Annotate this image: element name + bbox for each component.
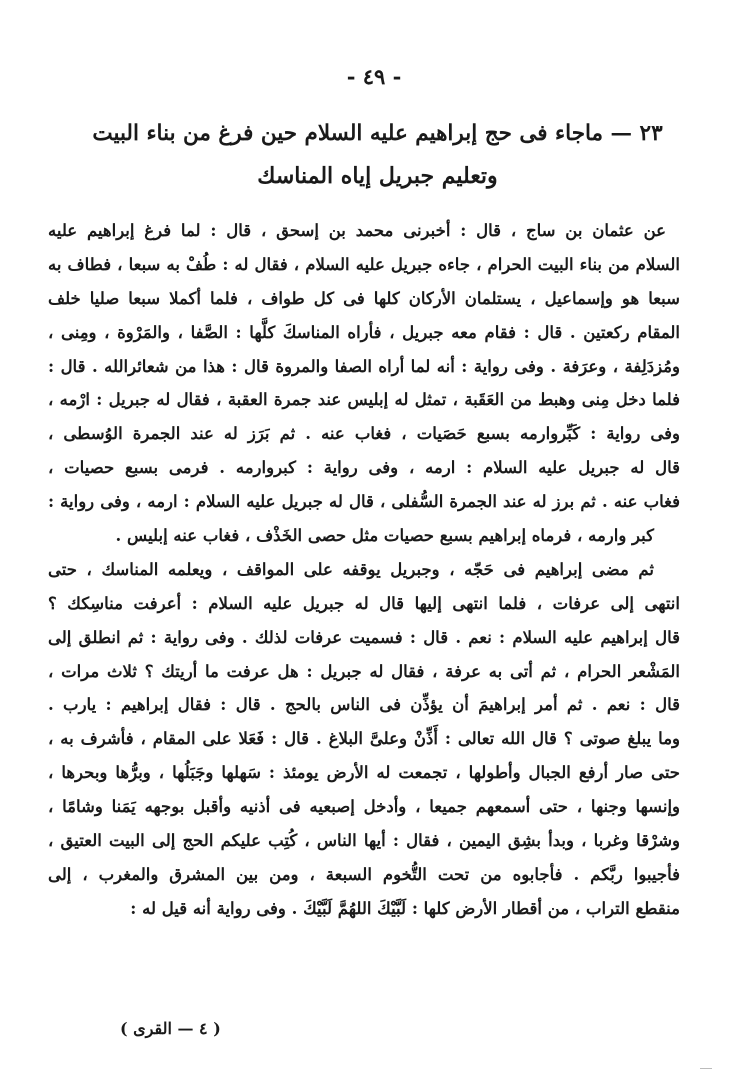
page-number: - ٤٩ - (346, 64, 402, 89)
chapter-title: ٢٣ — ماجاء فى حج إبراهيم عليه السلام حين فرغ من بناء البيت (92, 121, 663, 146)
text-line: عن عثمان بن ساج ، قال : أخبرنى محمد بن إسحق ، قال : لما فرغ إبراهيم عليه (48, 221, 666, 240)
text-line: انتهى إلى عرفات ، فلما انتهى إليها قال له جبريل عليه السلام : أعرفت مناسِكك ؟ (48, 593, 680, 613)
text-line: فغاب عنه . ثم برز له عند الجمرة السُّفلى ، قال له جبريل عليه السلام : ارمه ، وفى رواية : (48, 492, 680, 512)
text-line: فلما دخل مِنى وهبط من العَقَبة ، تمثل له إبليس عند جمرة العقبة ، فقال له جبريل : ارْمه ، (48, 390, 680, 410)
body-text (48, 214, 680, 926)
text-line: قال : نعم . ثم أمر إبراهيمَ أن يؤذِّن فى الناس بالحج . قال : فقال إبراهيم : يارب . (48, 695, 680, 715)
text-line: حتى صار أرفع الجبال وأطولها ، تجمعت له الأرض يومئذ : سَهلها وجَبَلُها ، وبرُّها وبحرها ، (48, 763, 680, 783)
text-line: كبر وارمه ، فرماه إبراهيم بسبع حصيات مثل حصى الخَذْف ، فغاب عنه إبليس . (115, 526, 654, 546)
text-line: وإنسها وجنها ، حتى أسمعهم جميعا ، وأدخل إصبعيه فى أذنيه وأقبل بوجهه يَمَنا وشامًا ، (48, 797, 680, 817)
text-line: المقام ركعتين . قال : فقام معه جبريل ، فأراه المناسكَ كلَّها : الصَّفا ، والمَرْوة ، ومِنى ، (48, 322, 680, 342)
chapter-subtitle: وتعليم جبريل إياه المناسك (257, 163, 498, 189)
text-line: ومُزدَلِفة ، وعرَفة . وفى رواية : أنه لما أراه الصفا والمروة قال : هذا من شعائرالله . قال : (48, 356, 680, 376)
text-line: السلام من بناء البيت الحرام ، جاءه جبريل عليه السلام ، فقال له : طُفْ به سبعا ، فطاف به (48, 254, 680, 274)
text-line: فأجيبوا ربَّكم . فأجابوه من تحت التُّخوم السبعة ، ومن بين المشرق والمغرب ، إلى (48, 864, 680, 884)
text-line: قال إبراهيم عليه السلام : نعم . قال : فسميت عرفات لذلك . وفى رواية : ثم انطلق إلى (48, 627, 680, 647)
text-line: وما يبلغ صوتى ؟ قال الله تعالى : أَذِّنْ وعلىَّ البلاغ . قال : فَعَلا على المقام ، فأشرف به ، (48, 729, 680, 749)
text-line: منقطع التراب ، من أقطار الأرض كلها : لَبَّيْكَ اللهُمَّ لَبَّيْكَ . وفى رواية أنه قيل له : (130, 898, 680, 918)
chapter-heading (90, 112, 665, 196)
footer-signature: ( ٤ — القرى ) (120, 1019, 221, 1038)
text-line: وشرْقا وغربا ، وبدأ بشِق اليمين ، فقال : أيها الناس ، كُتِب عليكم الحج إلى البيت العتيق ، (48, 831, 680, 851)
text-line: وفى رواية : كَبِّروارمه بسبع حَصَيات ، فغاب عنه . ثم بَرَز له عند الجمرة الوُسطى ، (48, 424, 680, 444)
text-line: المَشْعر الحرام ، ثم أتى به عرفة ، فقال له جبريل : هل عرفت ما أريتك ؟ ثلاث مرات ، (48, 661, 680, 681)
text-line: سبعا هو وإسماعيل ، يستلمان الأركان كلها فى كل طواف ، فلما أكملا سبعا صليا خلف (48, 288, 680, 308)
text-line: قال له جبريل عليه السلام : ارمه ، وفى رواية : كبروارمه . فرمى بسبع حصيات ، (48, 458, 680, 478)
text-line: ثم مضى إبراهيم فى حَجّه ، وجبريل يوقفه على المواقف ، ويعلمه المناسك ، حتى (48, 559, 654, 579)
page-edge-mark (700, 1068, 712, 1069)
